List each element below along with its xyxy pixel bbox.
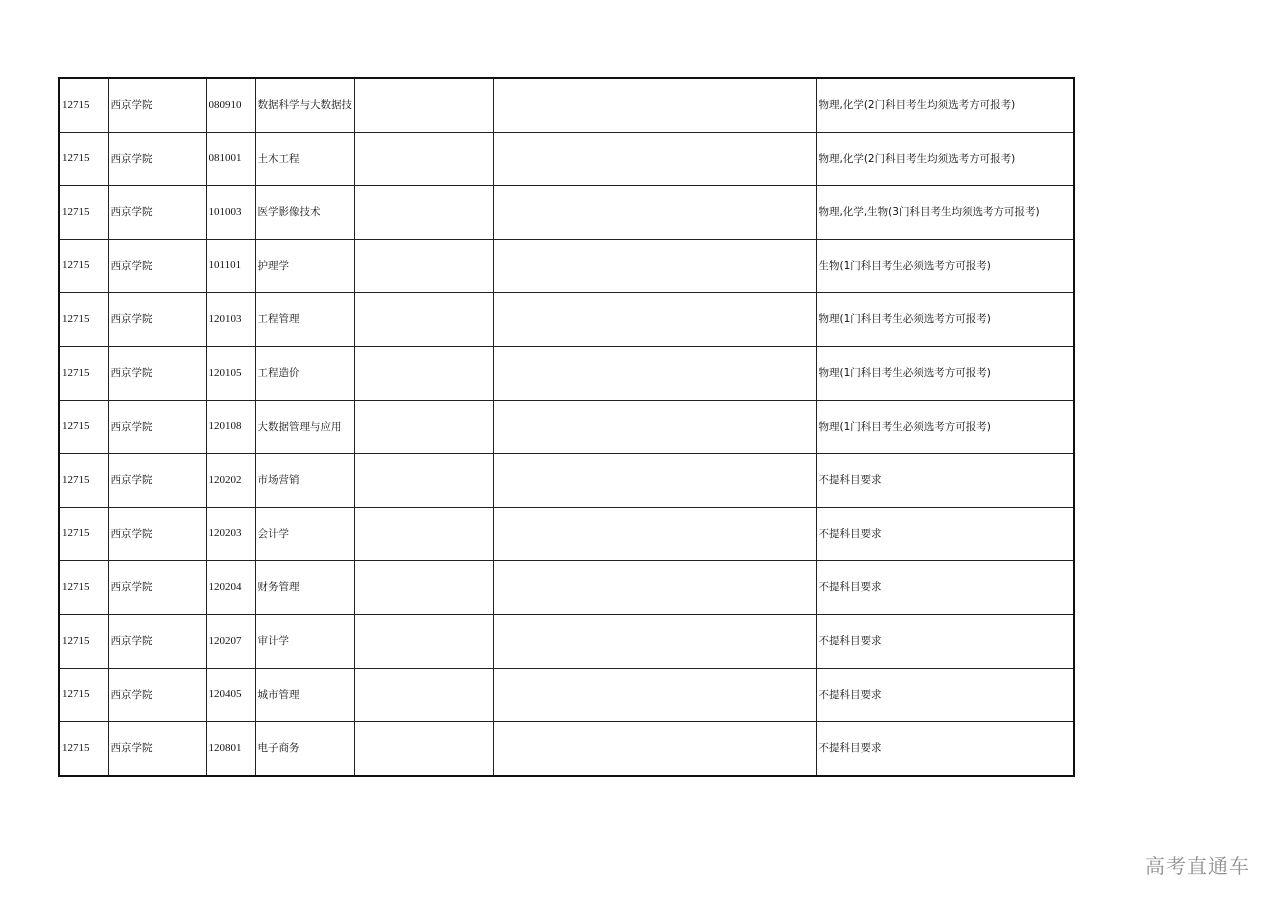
major-name-cell: 城市管理 (255, 668, 354, 722)
empty-cell (354, 239, 493, 293)
school-name-cell: 西京学院 (108, 454, 206, 508)
school-code-cell: 12715 (59, 561, 108, 615)
empty-cell (354, 132, 493, 186)
empty-cell (493, 132, 816, 186)
requirement-cell: 不提科目要求 (816, 454, 1074, 508)
empty-cell (493, 293, 816, 347)
requirement-cell: 物理,化学,生物(3门科目考生均须选考方可报考) (816, 186, 1074, 240)
empty-cell (493, 507, 816, 561)
school-name-cell: 西京学院 (108, 614, 206, 668)
major-code-cell: 080910 (206, 78, 255, 132)
school-name-cell: 西京学院 (108, 668, 206, 722)
school-name-cell: 西京学院 (108, 346, 206, 400)
school-code-cell: 12715 (59, 239, 108, 293)
empty-cell (354, 186, 493, 240)
table-row (59, 668, 1074, 722)
school-name-cell: 西京学院 (108, 239, 206, 293)
school-code-cell: 12715 (59, 454, 108, 508)
empty-cell (493, 561, 816, 615)
empty-cell (493, 722, 816, 776)
requirement-cell: 不提科目要求 (816, 561, 1074, 615)
table-row (59, 561, 1074, 615)
empty-cell (493, 239, 816, 293)
requirement-cell: 不提科目要求 (816, 507, 1074, 561)
empty-cell (493, 78, 816, 132)
table-row (59, 78, 1074, 132)
school-code-cell: 12715 (59, 722, 108, 776)
major-code-cell: 081001 (206, 132, 255, 186)
requirement-cell: 物理(1门科目考生必须选考方可报考) (816, 293, 1074, 347)
major-name-cell: 工程管理 (255, 293, 354, 347)
table-row (59, 293, 1074, 347)
requirement-cell: 不提科目要求 (816, 668, 1074, 722)
major-name-cell: 大数据管理与应用 (255, 400, 354, 454)
empty-cell (493, 668, 816, 722)
requirement-cell: 生物(1门科目考生必须选考方可报考) (816, 239, 1074, 293)
major-code-cell: 120801 (206, 722, 255, 776)
empty-cell (354, 507, 493, 561)
major-code-cell: 120203 (206, 507, 255, 561)
school-code-cell: 12715 (59, 186, 108, 240)
empty-cell (493, 186, 816, 240)
empty-cell (354, 346, 493, 400)
school-code-cell: 12715 (59, 400, 108, 454)
table-row (59, 239, 1074, 293)
empty-cell (354, 293, 493, 347)
major-code-cell: 120204 (206, 561, 255, 615)
major-code-cell: 120108 (206, 400, 255, 454)
watermark: 高考直通车 (1145, 854, 1250, 878)
major-name-cell: 会计学 (255, 507, 354, 561)
requirement-cell: 物理,化学(2门科目考生均须选考方可报考) (816, 78, 1074, 132)
major-name-cell: 护理学 (255, 239, 354, 293)
empty-cell (354, 614, 493, 668)
school-code-cell: 12715 (59, 668, 108, 722)
school-name-cell: 西京学院 (108, 722, 206, 776)
empty-cell (493, 454, 816, 508)
major-name-cell: 电子商务 (255, 722, 354, 776)
major-name-cell: 财务管理 (255, 561, 354, 615)
table-row (59, 722, 1074, 776)
school-code-cell: 12715 (59, 614, 108, 668)
table-row (59, 614, 1074, 668)
major-name-cell: 土木工程 (255, 132, 354, 186)
school-code-cell: 12715 (59, 293, 108, 347)
table-row (59, 454, 1074, 508)
major-name-cell: 工程造价 (255, 346, 354, 400)
requirement-cell: 物理(1门科目考生必须选考方可报考) (816, 400, 1074, 454)
major-code-cell: 101101 (206, 239, 255, 293)
school-code-cell: 12715 (59, 78, 108, 132)
table-row (59, 186, 1074, 240)
empty-cell (493, 346, 816, 400)
major-name-cell: 市场营销 (255, 454, 354, 508)
empty-cell (354, 454, 493, 508)
empty-cell (354, 78, 493, 132)
major-code-cell: 120202 (206, 454, 255, 508)
school-name-cell: 西京学院 (108, 78, 206, 132)
requirement-cell: 物理(1门科目考生必须选考方可报考) (816, 346, 1074, 400)
major-name-cell: 审计学 (255, 614, 354, 668)
empty-cell (354, 561, 493, 615)
major-code-cell: 120405 (206, 668, 255, 722)
empty-cell (493, 400, 816, 454)
school-name-cell: 西京学院 (108, 132, 206, 186)
empty-cell (354, 400, 493, 454)
table-row (59, 346, 1074, 400)
table-row (59, 132, 1074, 186)
school-name-cell: 西京学院 (108, 400, 206, 454)
major-name-cell: 医学影像技术 (255, 186, 354, 240)
requirement-cell: 不提科目要求 (816, 614, 1074, 668)
major-name-cell: 数据科学与大数据技 (255, 78, 354, 132)
subject-requirements-table (58, 77, 1075, 777)
empty-cell (354, 668, 493, 722)
table-row (59, 400, 1074, 454)
empty-cell (354, 722, 493, 776)
requirement-cell: 物理,化学(2门科目考生均须选考方可报考) (816, 132, 1074, 186)
requirement-cell: 不提科目要求 (816, 722, 1074, 776)
school-name-cell: 西京学院 (108, 186, 206, 240)
major-code-cell: 120207 (206, 614, 255, 668)
major-code-cell: 101003 (206, 186, 255, 240)
major-code-cell: 120103 (206, 293, 255, 347)
school-name-cell: 西京学院 (108, 561, 206, 615)
table-row (59, 507, 1074, 561)
school-code-cell: 12715 (59, 346, 108, 400)
school-name-cell: 西京学院 (108, 293, 206, 347)
school-name-cell: 西京学院 (108, 507, 206, 561)
major-code-cell: 120105 (206, 346, 255, 400)
school-code-cell: 12715 (59, 132, 108, 186)
school-code-cell: 12715 (59, 507, 108, 561)
empty-cell (493, 614, 816, 668)
